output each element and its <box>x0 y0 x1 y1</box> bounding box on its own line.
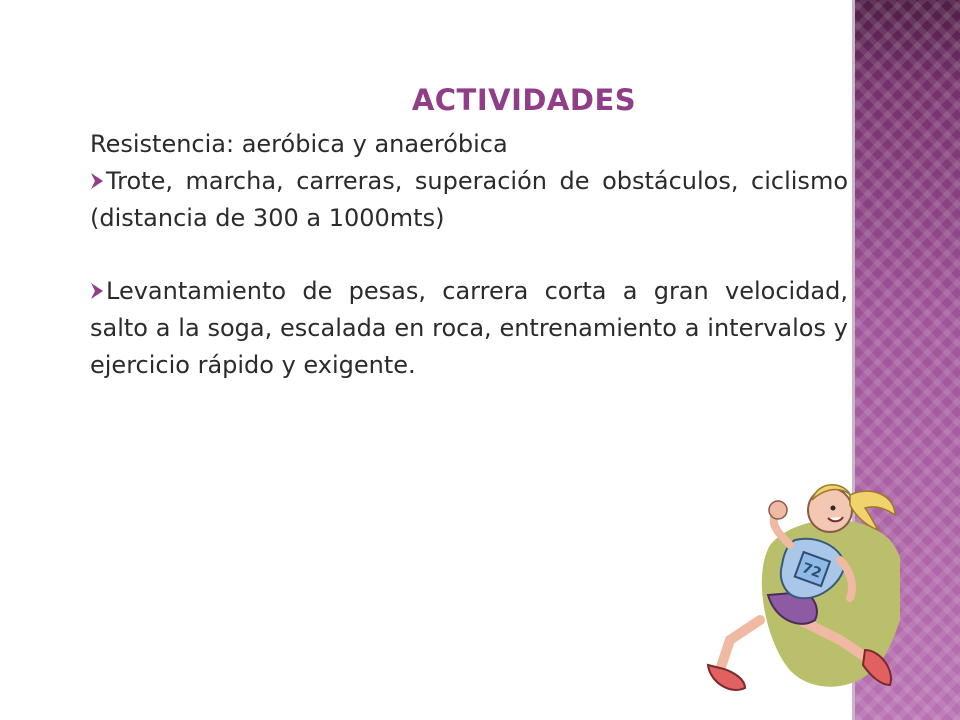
runner-back-shoe <box>708 665 745 690</box>
bullet-text-2: Levantamiento de pesas, carrera corta a gran velocidad, salto a la soga, escalada en roca, entrenamiento a intervalos y ejercicio rápido y exigente. <box>90 277 848 379</box>
runner-eye <box>831 506 836 511</box>
runner-fist <box>769 501 787 519</box>
slide-subtitle: Resistencia: aeróbica y anaeróbica <box>90 130 508 158</box>
bullet-item-2 <box>90 273 848 384</box>
arrowhead-bullet-icon <box>90 281 104 301</box>
spacer <box>90 237 848 273</box>
arrowhead-bullet-icon <box>90 171 104 191</box>
bullet-item-1 <box>90 163 848 237</box>
runner-girl-illustration <box>700 470 900 720</box>
runner-back-leg <box>720 620 760 670</box>
slide-title: ACTIVIDADES <box>411 83 637 117</box>
bullet-text-1: Trote, marcha, carreras, superación de obstáculos, ciclismo (distancia de 300 a 1000mts) <box>90 167 848 232</box>
slide-content <box>90 78 848 384</box>
runner-front-shoe <box>863 650 891 685</box>
runner-bib-number: 72 <box>799 560 824 582</box>
